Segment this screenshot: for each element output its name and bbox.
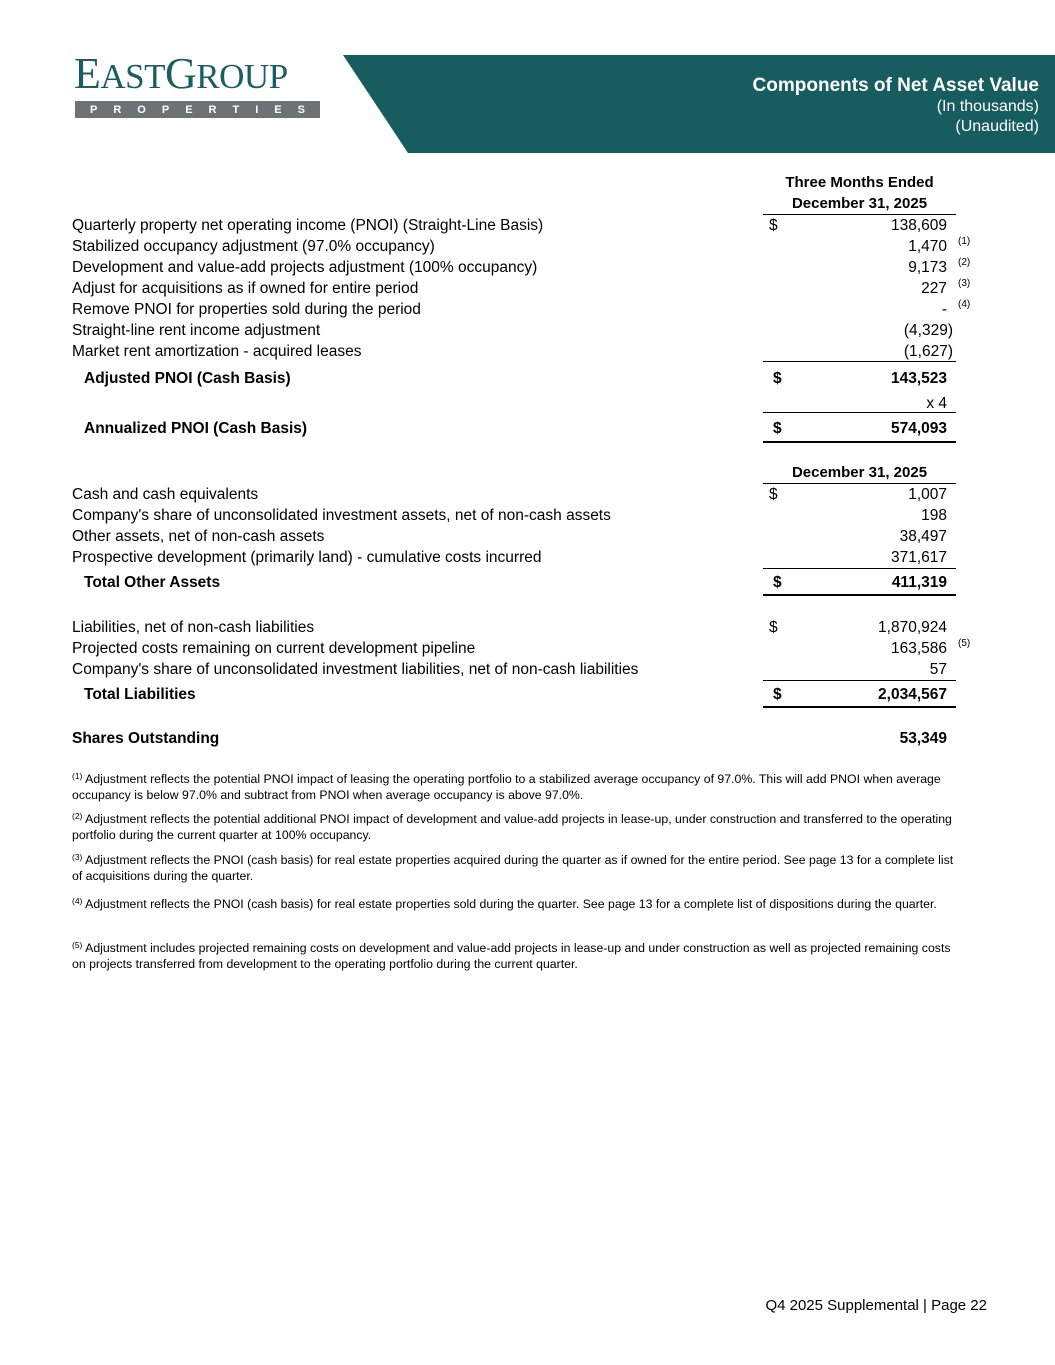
subtotal-rule xyxy=(763,412,956,413)
subtotal-rule xyxy=(763,680,956,681)
row-label: Total Liabilities xyxy=(84,686,196,703)
row-value: 227 xyxy=(921,280,947,297)
subtotal-rule xyxy=(763,568,956,569)
currency-sign: $ xyxy=(773,574,782,591)
annualization-multiplier: x 4 xyxy=(926,395,947,412)
row-value: 574,093 xyxy=(890,420,947,437)
row-label: Market rent amortization - acquired leases xyxy=(72,343,362,360)
total-rule xyxy=(763,594,956,596)
currency-sign: $ xyxy=(773,370,782,387)
pnoi-column-header-line2: December 31, 2025 xyxy=(791,195,928,212)
row-value: 1,007 xyxy=(908,486,947,503)
row-label: Liabilities, net of non-cash liabilities xyxy=(72,619,315,636)
row-label: Other assets, net of non-cash assets xyxy=(72,528,325,545)
footnote: $^{(3)}$ Adjustment reflects the PNOI (cash basis) for real estate properties acquired during the quarter as if owned for the entire period. See page 13 for a complete list of acquisitions during the quarter. xyxy=(72,852,954,883)
currency-sign: $ xyxy=(769,486,778,503)
row-value: 1,870,924 xyxy=(878,619,947,636)
row-label: Quarterly property net operating income (PNOI) (Straight-Line Basis) xyxy=(72,217,544,234)
row-value: 57 xyxy=(929,661,947,678)
total-rule xyxy=(763,441,956,443)
subtotal-rule xyxy=(763,361,956,362)
row-label: Shares Outstanding xyxy=(72,730,220,747)
row-value: (4,329) xyxy=(903,322,953,339)
row-value: 138,609 xyxy=(890,217,947,234)
footnote: $^{(2)}$ Adjustment reflects the potential additional PNOI impact of development and value-add projects in lease-up, under construction and transferred to the operating portfolio during the current quarter at 100% occupancy. xyxy=(72,811,952,842)
row-label: Cash and cash equivalents xyxy=(72,486,259,503)
logo-wordmark: EASTGROUP xyxy=(74,49,288,98)
footnote-marker: (5) xyxy=(958,638,971,649)
currency-sign: $ xyxy=(773,686,782,703)
row-value: 143,523 xyxy=(890,370,947,387)
page-title: Components of Net Asset Value xyxy=(752,75,1039,96)
row-label: Stabilized occupancy adjustment (97.0% occupancy) xyxy=(72,238,435,255)
footnote-marker: (4) xyxy=(958,299,971,310)
row-value: - xyxy=(941,301,947,318)
row-label: Remove PNOI for properties sold during the period xyxy=(72,301,421,318)
column-header-rule xyxy=(763,214,956,215)
units-note: (In thousands) xyxy=(936,98,1039,115)
row-value: 2,034,567 xyxy=(878,686,947,703)
footnote-marker: (2) xyxy=(958,257,971,268)
row-value: 9,173 xyxy=(908,259,947,276)
row-value: 1,470 xyxy=(908,238,947,255)
row-label: Prospective development (primarily land) - cumulative costs incurred xyxy=(72,549,542,566)
row-label: Company's share of unconsolidated investment assets, net of non-cash assets xyxy=(72,507,611,524)
row-label: Annualized PNOI (Cash Basis) xyxy=(84,420,308,437)
page-footer: Q4 2025 Supplemental | Page 22 xyxy=(765,1297,987,1314)
row-label: Total Other Assets xyxy=(84,574,221,591)
row-value: 411,319 xyxy=(891,574,947,591)
footnote: $^{(5)}$ Adjustment includes projected remaining costs on development and value-add projects in lease-up and under construction as well as projected remaining costs on projects transferred from development to the operating portfolio during the current quarter. xyxy=(72,940,951,971)
row-value: 198 xyxy=(921,507,947,524)
footnote: $^{(4)}$ Adjustment reflects the PNOI (cash basis) for real estate properties sold during the quarter. See page 13 for a complete list of dispositions during the quarter. xyxy=(72,896,937,911)
row-label: Adjusted PNOI (Cash Basis) xyxy=(84,370,291,387)
row-value: 163,586 xyxy=(890,640,947,657)
currency-sign: $ xyxy=(769,217,778,234)
currency-sign: $ xyxy=(769,619,778,636)
total-rule xyxy=(763,706,956,708)
footnote-marker: (1) xyxy=(958,236,971,247)
row-value: 371,617 xyxy=(890,549,947,566)
assets-column-header: December 31, 2025 xyxy=(791,464,928,481)
row-label: Projected costs remaining on current development pipeline xyxy=(72,640,476,657)
footnote: $^{(1)}$ Adjustment reflects the potential PNOI impact of leasing the operating portfolio to a stabilized average occupancy of 97.0%. This will add PNOI when average occupancy is below 97.0% and subtract from PNOI when average occupancy is above 97.0%. xyxy=(72,771,941,802)
row-label: Development and value-add projects adjustment (100% occupancy) xyxy=(72,259,538,276)
logo-subtitle-bar: P R O P E R T I E S xyxy=(75,101,320,118)
column-header-rule xyxy=(763,483,956,484)
row-value: (1,627) xyxy=(903,343,953,360)
row-label: Adjust for acquisitions as if owned for entire period xyxy=(72,280,419,297)
row-value: 38,497 xyxy=(899,528,947,545)
footnote-marker: (3) xyxy=(958,278,971,289)
audit-status: (Unaudited) xyxy=(955,118,1039,135)
pnoi-column-header-line1: Three Months Ended xyxy=(785,174,934,191)
row-label: Straight-line rent income adjustment xyxy=(72,322,321,339)
currency-sign: $ xyxy=(773,420,782,437)
row-label: Company's share of unconsolidated investment liabilities, net of non-cash liabilities xyxy=(72,661,639,678)
row-value: 53,349 xyxy=(899,730,947,747)
